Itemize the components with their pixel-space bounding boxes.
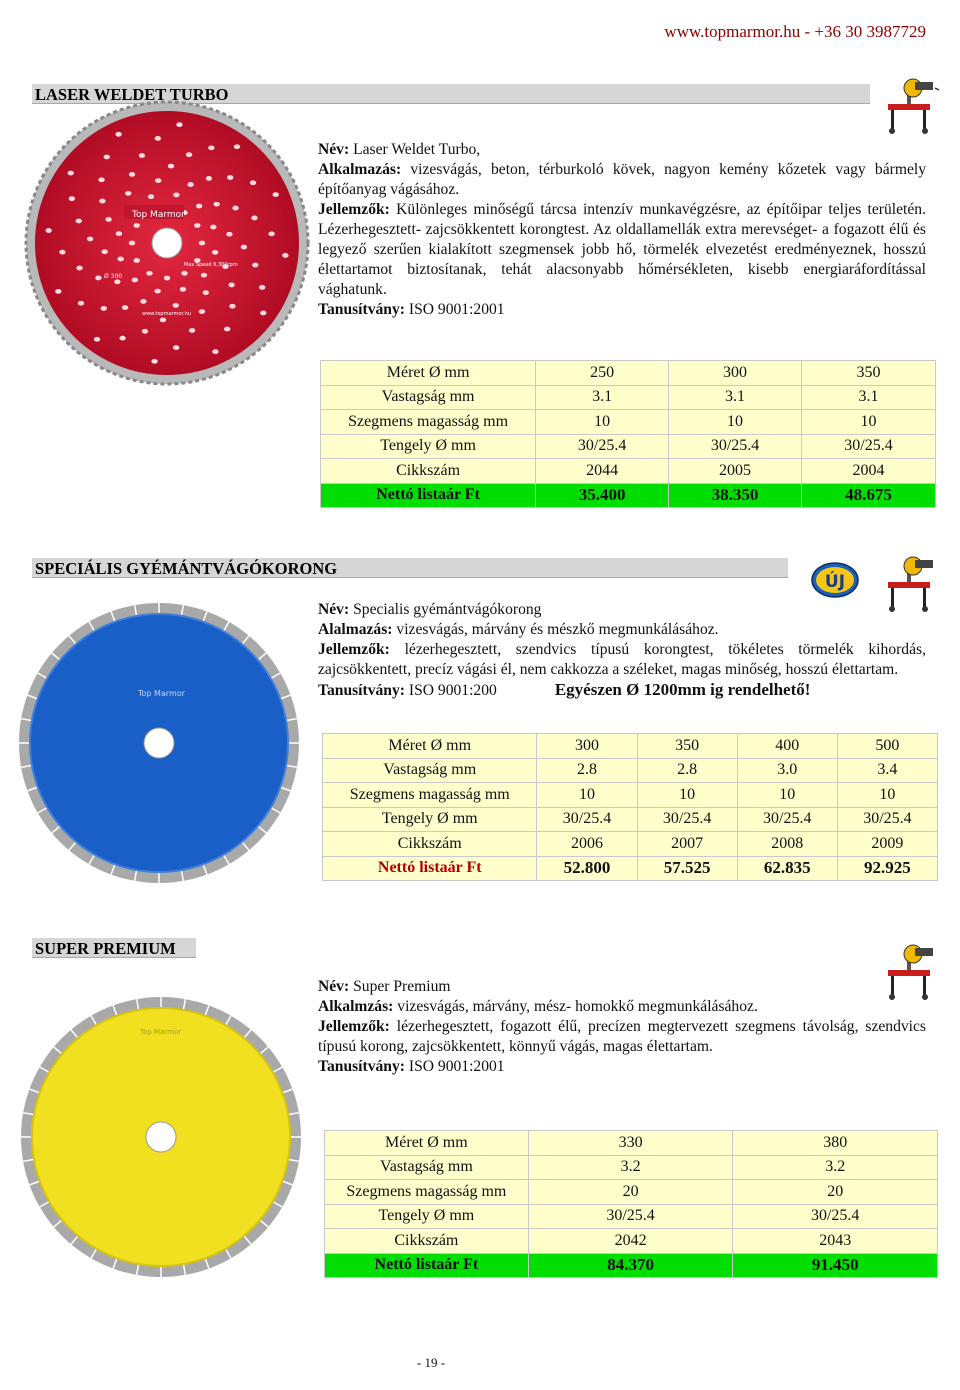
features-text: lézerhegesztett, szendvics típusú korongtest, tökéletes törmelék kihordás, zajcsökkentett, precíz vágási él, nem cakkozza a széleket, magas minőség, hosszú élettartam. <box>318 641 926 678</box>
row-label: Tengely Ø mm <box>323 807 537 832</box>
product-name: Laser Weldet Turbo, <box>353 141 481 158</box>
table-cell: 30/25.4 <box>536 434 669 459</box>
table-cell: 30/25.4 <box>837 807 937 832</box>
table-cell: 10 <box>536 410 669 435</box>
table-cell: 300 <box>669 361 802 386</box>
features-label: Jellemzők: <box>318 641 390 658</box>
table-cell: 2006 <box>537 832 637 857</box>
table-cell: 35.400 <box>536 483 669 508</box>
table-cell: 400 <box>737 734 837 759</box>
table-row <box>321 434 936 459</box>
table-cell: 380 <box>733 1131 938 1156</box>
application-text: vizesvágás, beton, térburkoló kövek, nagyon kemény kőzetek vagy bármely építőanyag vágásához. <box>318 161 927 198</box>
disc-brand-text: Top Marmor <box>132 210 185 220</box>
section-title: SUPER PREMIUM <box>35 939 176 958</box>
spec-table <box>324 1130 938 1278</box>
disc-brand-text: Top Marmor <box>140 1028 182 1036</box>
table-cell: 48.675 <box>802 483 936 508</box>
application-label: Alalmazás: <box>318 621 393 638</box>
features-text: Különleges minőségű tárcsa intenzív munkavégzésre, az építőipar teljes területén. Lézerhegesztett- zajcsökkentett korongtest. Az oldallamellák extra merevséget- a fogazott élű és legyező szerűen kialakított szegmensek jobb hő, törmelék elvezetést eredményeznek, hosszú élettartamot biztosítanak, tehát alacsonyabb hőmérsékleten, kisebb energiaráfordítással vághatunk. <box>318 201 926 298</box>
table-cell: 500 <box>837 734 937 759</box>
certificate-label: Tanusítvány: <box>318 301 405 318</box>
page-number: - 19 - <box>416 1355 446 1370</box>
price-row <box>321 483 936 508</box>
table-row <box>325 1155 938 1180</box>
table-cell: 52.800 <box>537 856 637 881</box>
disc-size-text: Ø 300 <box>104 273 123 280</box>
section-title: SPECIÁLIS GYÉMÁNTVÁGÓKORONG <box>35 559 338 578</box>
spec-table <box>322 733 938 881</box>
table-cell: 62.835 <box>737 856 837 881</box>
table-cell: 30/25.4 <box>733 1204 938 1229</box>
table-cell: 10 <box>802 410 936 435</box>
table-cell: 250 <box>536 361 669 386</box>
features-label: Jellemzők: <box>318 1018 390 1035</box>
product-name: Super Premium <box>353 978 451 995</box>
table-cell: 3.1 <box>802 385 936 410</box>
table-cell: 350 <box>802 361 936 386</box>
certificate-label: Tanusítvány: <box>318 682 405 699</box>
table-cell: 2004 <box>802 459 936 484</box>
row-label: Cikkszám <box>325 1229 529 1254</box>
row-label: Méret Ø mm <box>321 361 536 386</box>
table-cell: 57.525 <box>637 856 737 881</box>
table-cell: 92.925 <box>837 856 937 881</box>
table-cell: 2008 <box>737 832 837 857</box>
new-badge-icon <box>810 560 860 600</box>
table-cell: 3.2 <box>733 1155 938 1180</box>
certificate-label: Tanusítvány: <box>318 1058 405 1075</box>
disc-site-text: www.topmarmor.hu <box>142 311 191 317</box>
row-label: Szegmens magasság mm <box>325 1180 529 1205</box>
table-cell: 20 <box>733 1180 938 1205</box>
table-cell: 3.0 <box>737 758 837 783</box>
disc-spec-text: Max Speed 6,300rpm <box>184 262 238 268</box>
table-cell: 3.2 <box>528 1155 733 1180</box>
price-row <box>325 1253 938 1278</box>
name-label: Név: <box>318 978 350 995</box>
table-cell: 10 <box>537 783 637 808</box>
red-turbo-disc-image <box>24 100 310 386</box>
table-cell: 2042 <box>528 1229 733 1254</box>
table-row <box>323 783 938 808</box>
product-name: Specialis gyémántvágókorong <box>353 601 542 618</box>
section-title-bar <box>32 938 196 958</box>
row-label: Cikkszám <box>323 832 537 857</box>
table-row <box>323 832 938 857</box>
new-badge-text: ÚJ <box>824 572 846 592</box>
table-cell: 20 <box>528 1180 733 1205</box>
section-title-bar <box>32 558 788 578</box>
table-row <box>323 734 938 759</box>
name-label: Név: <box>318 141 350 158</box>
table-cell: 38.350 <box>669 483 802 508</box>
yellow-premium-disc-image <box>18 994 304 1280</box>
product-description <box>318 140 926 320</box>
application-label: Alkalmzás: <box>318 998 394 1015</box>
features-label: Jellemzők: <box>318 201 390 218</box>
table-cell: 2.8 <box>537 758 637 783</box>
availability-note: Egyészen Ø 1200mm ig rendelhető! <box>554 680 811 699</box>
disc-brand-text: Top Marmor <box>138 689 185 698</box>
table-row <box>323 758 938 783</box>
table-row <box>325 1131 938 1156</box>
row-label: Nettó listaár Ft <box>325 1253 529 1278</box>
tile-saw-icon <box>885 78 941 136</box>
certificate-value: ISO 9001:200 <box>408 682 497 699</box>
row-label: Vastagság mm <box>323 758 537 783</box>
row-label: Cikkszám <box>321 459 536 484</box>
table-cell: 30/25.4 <box>669 434 802 459</box>
application-text: vizesvágás, márvány és mészkő megmunkálásához. <box>396 621 719 638</box>
table-cell: 30/25.4 <box>737 807 837 832</box>
table-cell: 91.450 <box>733 1253 938 1278</box>
row-label: Méret Ø mm <box>325 1131 529 1156</box>
row-label: Szegmens magasság mm <box>323 783 537 808</box>
features-text: lézerhegesztett, fogazott élű, precízen megtervezett szegmens távolság, szendvics típusú korong, zajcsökkentett, könnyű vágás, magas élettartam. <box>318 1018 926 1055</box>
table-cell: 2044 <box>536 459 669 484</box>
row-label: Vastagság mm <box>325 1155 529 1180</box>
table-cell: 3.4 <box>837 758 937 783</box>
table-cell: 30/25.4 <box>528 1204 733 1229</box>
table-cell: 3.1 <box>669 385 802 410</box>
table-row <box>321 410 936 435</box>
table-cell: 30/25.4 <box>802 434 936 459</box>
table-cell: 2007 <box>637 832 737 857</box>
table-row <box>321 361 936 386</box>
table-cell: 10 <box>737 783 837 808</box>
header-contact: www.topmarmor.hu - +36 30 3987729 <box>664 22 926 41</box>
price-row <box>323 856 938 881</box>
table-cell: 30/25.4 <box>637 807 737 832</box>
row-label: Nettó listaár Ft <box>323 856 537 881</box>
section-title: LASER WELDET TURBO <box>35 85 229 104</box>
table-cell: 84.370 <box>528 1253 733 1278</box>
blue-segmented-disc-image <box>16 600 302 886</box>
table-cell: 10 <box>637 783 737 808</box>
table-cell: 2005 <box>669 459 802 484</box>
table-cell: 2.8 <box>637 758 737 783</box>
table-cell: 2009 <box>837 832 937 857</box>
table-cell: 300 <box>537 734 637 759</box>
table-cell: 330 <box>528 1131 733 1156</box>
table-row <box>323 807 938 832</box>
row-label: Vastagság mm <box>321 385 536 410</box>
table-cell: 350 <box>637 734 737 759</box>
table-row <box>325 1229 938 1254</box>
row-label: Nettó listaár Ft <box>321 483 536 508</box>
table-row <box>325 1180 938 1205</box>
row-label: Méret Ø mm <box>323 734 537 759</box>
table-cell: 3.1 <box>536 385 669 410</box>
row-label: Tengely Ø mm <box>325 1204 529 1229</box>
name-label: Név: <box>318 601 350 618</box>
row-label: Szegmens magasság mm <box>321 410 536 435</box>
product-description <box>318 977 926 1077</box>
certificate-value: ISO 9001:2001 <box>408 301 505 318</box>
table-row <box>321 459 936 484</box>
table-cell: 2043 <box>733 1229 938 1254</box>
table-row <box>321 385 936 410</box>
table-cell: 10 <box>669 410 802 435</box>
table-cell: 10 <box>837 783 937 808</box>
certificate-value: ISO 9001:2001 <box>408 1058 505 1075</box>
table-row <box>325 1204 938 1229</box>
row-label: Tengely Ø mm <box>321 434 536 459</box>
application-label: Alkalmazás: <box>318 161 402 178</box>
product-description <box>318 600 926 701</box>
application-text: vizesvágás, márvány, mész- homokkő megmunkálásához. <box>397 998 758 1015</box>
spec-table <box>320 360 936 508</box>
table-cell: 30/25.4 <box>537 807 637 832</box>
